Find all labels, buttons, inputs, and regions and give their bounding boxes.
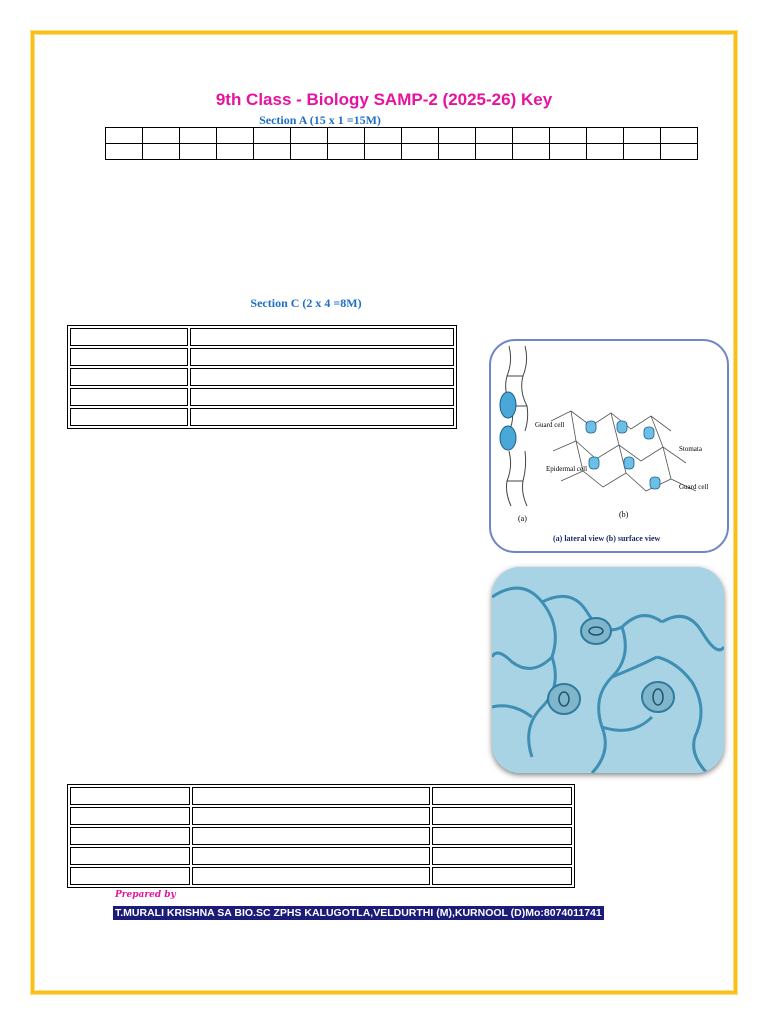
stomata-micrograph-image: [492, 567, 724, 773]
epidermal-cell-label: Epidermal cell: [546, 465, 588, 473]
bottom-answer-table: [67, 784, 575, 888]
stomata-label: Stomata: [679, 445, 702, 453]
section-c-cell: [190, 408, 454, 426]
section-a-cell: [661, 144, 698, 160]
section-a-cell: [661, 128, 698, 144]
bottom-table-row: [70, 847, 572, 865]
section-c-row: [70, 348, 454, 366]
section-a-cell: [587, 128, 624, 144]
section-a-cell: [143, 144, 180, 160]
section-c-cell: [70, 368, 188, 386]
bottom-table-cell: [432, 847, 572, 865]
section-a-cell: [254, 128, 291, 144]
section-a-cell: [254, 144, 291, 160]
bottom-table-cell: [70, 867, 190, 885]
section-a-cell: [106, 128, 143, 144]
section-a-cell: [328, 144, 365, 160]
section-a-cell: [439, 128, 476, 144]
bottom-table-cell: [432, 807, 572, 825]
bottom-table-cell: [432, 827, 572, 845]
section-a-cell: [550, 128, 587, 144]
section-c-row: [70, 368, 454, 386]
section-c-cell: [70, 348, 188, 366]
section-c-row: [70, 408, 454, 426]
section-a-answer-table: [105, 127, 698, 160]
bottom-table-cell: [192, 787, 430, 805]
section-a-heading: Section A (15 x 1 =15M): [259, 113, 381, 127]
bottom-table-cell: [432, 867, 572, 885]
bottom-table-row: [70, 787, 572, 805]
section-a-cell: [624, 128, 661, 144]
bottom-table-cell: [432, 787, 572, 805]
section-a-cell: [143, 128, 180, 144]
stomata-diagram-image: [489, 339, 729, 553]
section-c-cell: [70, 328, 188, 346]
figure-caption: (a) lateral view (b) surface view: [553, 534, 661, 543]
section-c-cell: [190, 368, 454, 386]
section-a-cell: [291, 144, 328, 160]
section-c-table: [67, 325, 457, 429]
section-a-cell: [365, 144, 402, 160]
section-a-cell: [180, 144, 217, 160]
section-c-row: [70, 328, 454, 346]
figure-label-b: (b): [619, 510, 629, 519]
bottom-table-cell: [192, 827, 430, 845]
figure-label-a: (a): [518, 514, 527, 523]
section-a-cell: [328, 128, 365, 144]
guard-cell-label-2: Guard cell: [679, 483, 709, 491]
section-a-row: [106, 144, 698, 160]
bottom-table-cell: [70, 787, 190, 805]
section-a-cell: [106, 144, 143, 160]
bottom-table-cell: [70, 827, 190, 845]
bottom-table-cell: [192, 867, 430, 885]
prepared-by-label: Prepared by: [115, 890, 176, 900]
section-a-cell: [587, 144, 624, 160]
bottom-table-row: [70, 867, 572, 885]
section-c-cell: [190, 388, 454, 406]
page-title: 9th Class - Biology SAMP-2 (2025-26) Key: [215, 90, 553, 109]
bottom-table-row: [70, 807, 572, 825]
section-a-cell: [550, 144, 587, 160]
section-a-cell: [365, 128, 402, 144]
section-a-cell: [402, 144, 439, 160]
section-c-cell: [70, 388, 188, 406]
guard-cell-label-1: Guard cell: [535, 421, 565, 429]
bottom-table-cell: [192, 807, 430, 825]
bottom-table-cell: [192, 847, 430, 865]
bottom-table-row: [70, 827, 572, 845]
section-a-cell: [624, 144, 661, 160]
section-a-cell: [513, 144, 550, 160]
section-a-cell: [513, 128, 550, 144]
section-c-heading: Section C (2 x 4 =8M): [250, 296, 362, 310]
section-a-row: [106, 128, 698, 144]
section-c-cell: [190, 328, 454, 346]
section-a-cell: [217, 144, 254, 160]
section-c-row: [70, 388, 454, 406]
section-a-cell: [476, 144, 513, 160]
bottom-table-cell: [70, 847, 190, 865]
section-a-cell: [180, 128, 217, 144]
section-a-cell: [476, 128, 513, 144]
section-c-cell: [190, 348, 454, 366]
section-a-cell: [439, 144, 476, 160]
section-a-cell: [402, 128, 439, 144]
author-footer: T.MURALI KRISHNA SA BIO.SC ZPHS KALUGOTLA,VELDURTHI (M),KURNOOL (D)Mo:8074011741: [115, 907, 602, 919]
bottom-table-cell: [70, 807, 190, 825]
section-a-cell: [217, 128, 254, 144]
section-a-cell: [291, 128, 328, 144]
section-c-cell: [70, 408, 188, 426]
